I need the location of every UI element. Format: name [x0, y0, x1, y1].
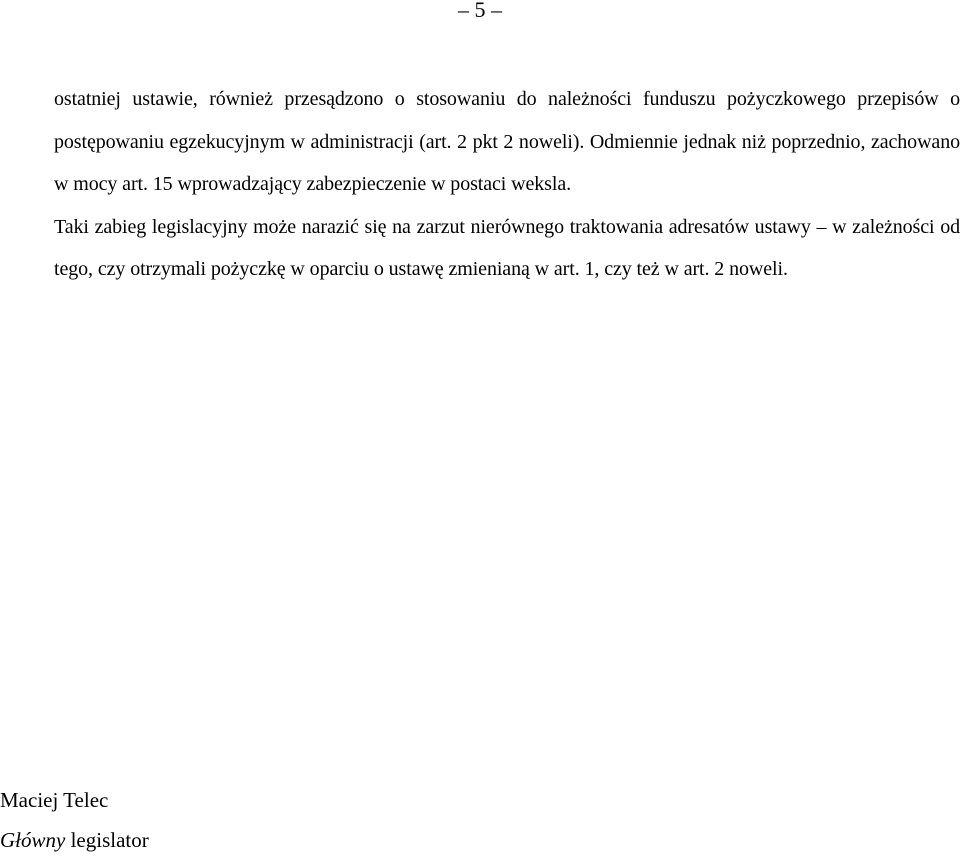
signature-role-rest: legislator	[65, 828, 149, 852]
paragraph-1: ostatniej ustawie, również przesądzono o stosowaniu do należności funduszu pożyczkowego przepisów o postępowaniu egzekucyjnym w administracji (art. 2 pkt 2 noweli). Odmiennie jednak niż poprzednio, zachowano w mocy art. 15 wprowadzający zabezpieczenie w postaci weksla.	[54, 88, 960, 195]
signature-name: Maciej Telec	[0, 788, 109, 812]
signature-role	[0, 820, 149, 860]
document-body	[54, 78, 960, 291]
paragraph-2: Taki zabieg legislacyjny może narazić się na zarzut nierównego traktowania adresatów ustawy – w zależności od tego, czy otrzymali pożyczkę w oparciu o ustawę zmienianą w art. 1, czy też w art. 2 noweli.	[54, 215, 960, 280]
signature-block	[0, 780, 149, 860]
signature-role-italic: Główny	[0, 828, 66, 852]
page-number: – 5 –	[458, 0, 502, 22]
